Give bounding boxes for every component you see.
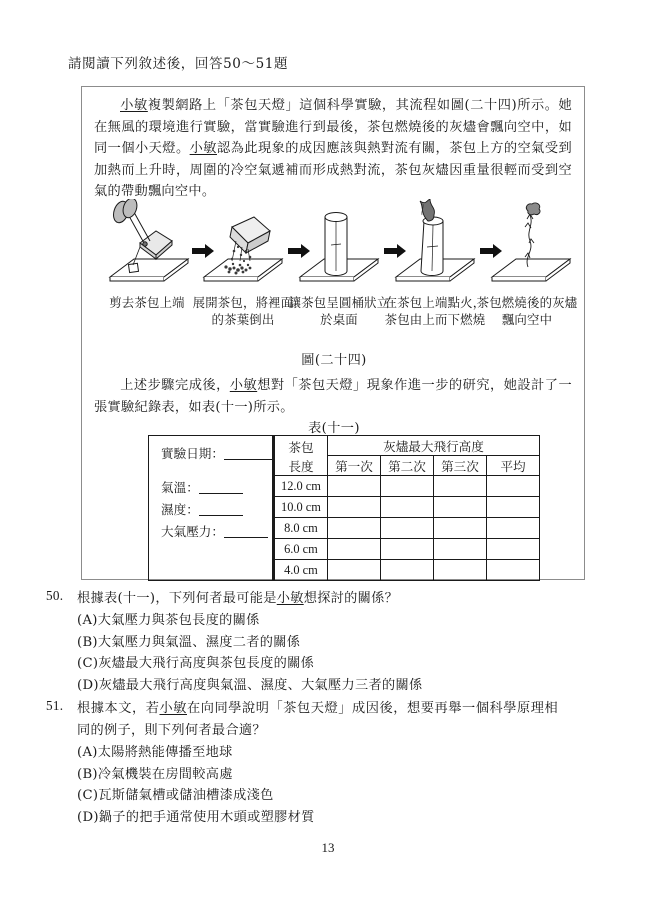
length-value-5: 4.0 cm: [273, 560, 327, 581]
data-cell[interactable]: [380, 539, 433, 560]
question-51-number: 51.: [46, 698, 64, 713]
condition-temperature-blank[interactable]: [199, 481, 243, 494]
question-50-body: [77, 588, 606, 696]
student-name-1: 小敏: [120, 98, 148, 113]
passage-text-4: 想對「茶包天燈」現象作進一步的研究，她設計了一張實驗紀錄表，如表(十一)所示。: [94, 378, 572, 415]
question-51-option-d[interactable]: (D)鍋子的把手通常使用木頭或塑膠材質: [77, 809, 315, 825]
figure-caption-2: 展開茶包，將裡面的茶葉倒出: [192, 295, 294, 327]
passage-text-3: 上述步驟完成後，: [120, 378, 230, 393]
question-50: [46, 588, 606, 696]
data-cell[interactable]: [327, 497, 380, 518]
data-cell[interactable]: [327, 476, 380, 497]
data-cell[interactable]: [486, 518, 539, 539]
figure-panel-1: [100, 199, 194, 299]
data-cell[interactable]: [380, 497, 433, 518]
question-50-stem-part2: 想探討的關係？: [303, 591, 399, 606]
condition-temperature: [161, 477, 272, 499]
data-cell[interactable]: [433, 476, 486, 497]
question-51-name: 小敏: [159, 701, 187, 716]
header-teabag-length-line1: 茶包: [288, 439, 314, 455]
header-trial-1: 第一次: [327, 456, 380, 476]
figure-caption-4: 在茶包上端點火，茶包由上而下燃燒: [384, 295, 486, 327]
data-cell[interactable]: [486, 497, 539, 518]
data-cell[interactable]: [486, 539, 539, 560]
condition-pressure: [161, 521, 272, 543]
figure-caption-3: 讓茶包呈圓桶狀立於桌面: [288, 295, 390, 327]
figure-panel-3: [292, 199, 386, 299]
question-50-name: 小敏: [276, 591, 304, 606]
question-50-option-c[interactable]: (C)灰燼最大飛行高度與茶包長度的關係: [77, 656, 315, 671]
condition-pressure-label: 大氣壓力：: [161, 524, 224, 539]
header-trial-2: 第二次: [380, 456, 433, 476]
question-51: [46, 698, 558, 828]
data-cell[interactable]: [380, 476, 433, 497]
header-max-flight-height: 灰燼最大飛行高度: [327, 436, 539, 456]
question-51-option-c[interactable]: (C)瓦斯儲氣槽或儲油槽漆成淺色: [77, 788, 274, 803]
figure-panel-2: [196, 199, 290, 299]
passage-text-1: 複製網路上「茶包天燈」這個科學實驗，其流程如圖(二十四)所示。她在無風的環境進行實驗，當實驗進行到最後，茶包燃燒後的灰燼會飄向空中，如同一個小天燈。: [94, 98, 573, 156]
experiment-figure: [92, 199, 576, 299]
question-50-option-b[interactable]: (B)大氣壓力與氣溫、濕度二者的關係: [77, 634, 301, 650]
condition-humidity: [161, 499, 272, 521]
experiment-record-table: [148, 435, 540, 581]
passage-paragraph-2: [94, 375, 572, 418]
question-51-option-a[interactable]: (A)太陽將熱能傳播至地球: [77, 745, 233, 760]
passage-text-2: 認為此現象的成因應該與熱對流有關，茶包上方的空氣受到加熱而上升時，周圍的冷空氣遞補而形成熱對流，茶包灰燼因重量很輕而受到空氣的帶動飄向空中。: [94, 141, 572, 199]
question-50-option-a[interactable]: (A)大氣壓力與茶包長度的關係: [77, 613, 260, 628]
question-50-option-d[interactable]: (D)灰燼最大飛行高度與氣溫、濕度、大氣壓力三者的關係: [77, 677, 423, 693]
reading-instruction: 請閱讀下列敘述後，回答50～51題: [68, 56, 289, 72]
figure-label: 圖(二十四): [301, 353, 367, 368]
student-name-2: 小敏: [189, 141, 217, 156]
passage-paragraph-1: [94, 95, 572, 203]
question-50-stem-part1: 根據表(十一)，下列何者最可能是: [77, 591, 277, 606]
page-number: 13: [321, 840, 335, 855]
ash-rising-icon: [484, 199, 578, 299]
data-cell[interactable]: [380, 560, 433, 581]
length-value-1: 12.0 cm: [273, 476, 327, 497]
table-row-header-1: [149, 436, 540, 456]
header-teabag-length: [273, 436, 327, 476]
condition-date-blank[interactable]: [224, 447, 272, 460]
data-cell[interactable]: [433, 539, 486, 560]
length-value-2: 10.0 cm: [273, 497, 327, 518]
conditions-cell: [149, 436, 274, 581]
data-cell[interactable]: [433, 497, 486, 518]
question-51-stem-part2: 在向同學說明「茶包天燈」成因後，想要再舉一個科學原理相同的例子，則下列何者最合適？: [77, 701, 558, 738]
question-51-stem-part1: 根據本文，若: [77, 701, 160, 716]
table-title: 表(十一): [308, 421, 360, 436]
data-cell[interactable]: [327, 560, 380, 581]
data-cell[interactable]: [327, 518, 380, 539]
teabag-cylinder-icon: [292, 199, 386, 299]
question-50-number: 50.: [46, 588, 64, 603]
figure-panel-4: [388, 199, 482, 299]
header-teabag-length-line2: 長度: [288, 458, 314, 474]
length-value-3: 8.0 cm: [273, 518, 327, 539]
figure-panel-5: [484, 199, 578, 299]
data-cell[interactable]: [380, 518, 433, 539]
figure-caption-1: 剪去茶包上端: [109, 295, 185, 310]
burning-teabag-icon: [388, 199, 482, 299]
condition-date-label: 實驗日期：: [161, 446, 224, 461]
data-cell[interactable]: [486, 560, 539, 581]
question-51-body: [77, 698, 558, 828]
length-value-4: 6.0 cm: [273, 539, 327, 560]
passage-box: [81, 86, 585, 580]
question-51-stem: [77, 698, 558, 742]
figure-caption-5: 茶包燃燒後的灰燼飄向空中: [476, 295, 578, 327]
question-51-option-b[interactable]: (B)冷氣機裝在房間較高處: [77, 766, 233, 782]
pouring-tea-leaves-icon: [196, 199, 290, 299]
question-50-stem: [77, 588, 606, 610]
data-cell[interactable]: [486, 476, 539, 497]
data-cell[interactable]: [433, 560, 486, 581]
condition-pressure-blank[interactable]: [224, 525, 268, 538]
condition-temperature-label: 氣溫：: [161, 480, 199, 495]
data-cell[interactable]: [327, 539, 380, 560]
student-name-3: 小敏: [229, 378, 258, 393]
header-trial-3: 第三次: [433, 456, 486, 476]
data-cell[interactable]: [433, 518, 486, 539]
scissors-cutting-teabag-icon: [100, 199, 194, 299]
header-average: 平均: [486, 456, 539, 476]
figure-captions: [92, 295, 576, 357]
condition-humidity-label: 濕度：: [161, 502, 199, 517]
condition-humidity-blank[interactable]: [199, 503, 243, 516]
condition-date: [161, 443, 272, 465]
